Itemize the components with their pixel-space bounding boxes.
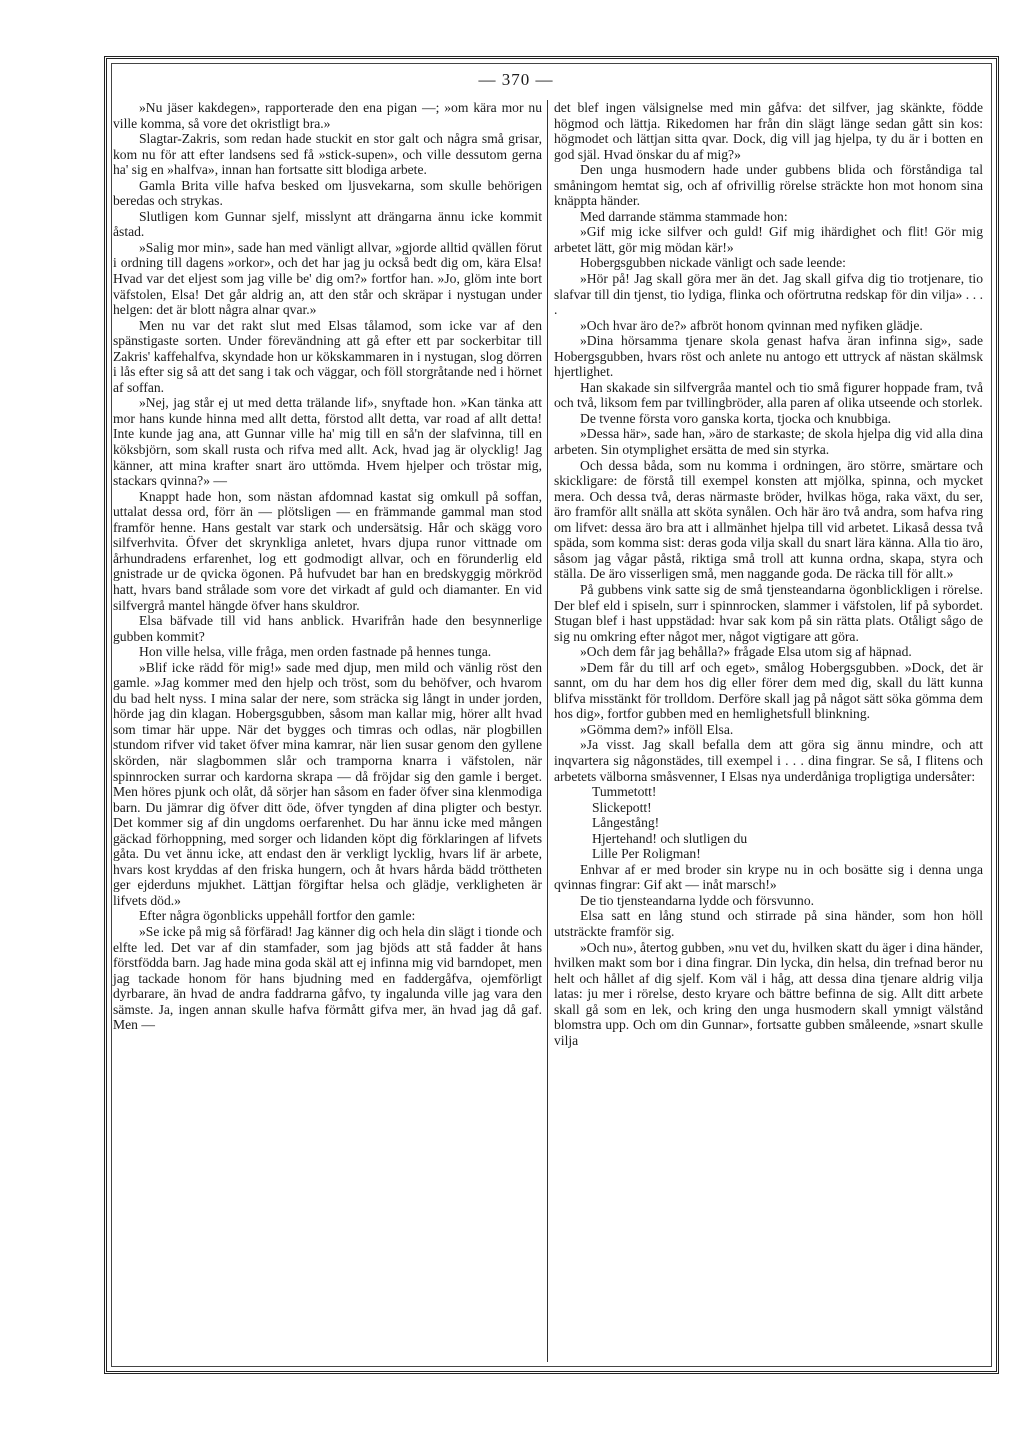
paragraph: Han skakade sin silfvergråa mantel och tio små figurer hoppade fram, två och två, liksom fem par tvillingbröder, alla paren af olika utseende och storlek. — [554, 379, 983, 411]
paragraph: Men nu var det rakt slut med Elsas tålamod, som icke var af den spänstigaste sorten. Under förevändning att gå efter ett par sockerbitar till Zakris' kaffehalfva, skyndade hon ur kökskammaren in i nystugan, slog dörren i lås efter sig så att det sang i tak och väggar, och föll storgråtande ned i hörnet af soffan. — [113, 317, 542, 395]
paragraph: »Nu jäser kakdegen», rapporterade den ena pigan —; »om kära mor nu ville komma, så vore det okristligt bra.» — [113, 100, 542, 131]
paragraph: Knappt hade hon, som nästan afdomnad kastat sig omkull på soffan, uttalat dessa ord, förr än — plötsligen — en främmande gammal man stod framför henne. Hans gestalt var stark och undersätsig. Hår och skägg voro silfverhvita. Öfver det skrynkliga anletet, hvars djupa runor vittnade om århundradens erfarenhet, log ett godmodigt allvar, och en förunderlig eld gnistrade ur de qvicka ögonen. På hufvudet bar han en bredskyggig mörkröd hatt, hvars band strålade som vore det virkadt af guld och diamanter. En vid silfvergrå mantel hängde öfver hans skuldror. — [113, 488, 542, 613]
paragraph: Efter några ögonblicks uppehåll fortfor den gamle: — [139, 908, 416, 924]
paragraph: »Dem får du till arf och eget», smålog Hobergsgubben. »Dock, det är sannt, om du har dem hos dig eller förer dem med dig, skall du lätt kunna blifva misstänkt för trolldom. Derföre skall jag på något sätt söka gömma dem hos dig», fortfor gubben med en hemlighetsfull blinkning. — [554, 659, 983, 722]
paragraph: Tummetott! — [592, 784, 657, 800]
paragraph: De tio tjensteandarna lydde och försvunno. — [580, 892, 815, 908]
paragraph: Och dessa båda, som nu komma i ordningen, äro större, smärtare och skickligare: de förstå till exempel konsten att mjölka, spinna, och mycket mera. Och dessa två, deras närmaste bröder, hvilkas höga, raka växt, du ser, äro framför allt snälla att sköta synålen. Och här äro två andra, som hafva ring om lifvet: dessa äro bra att i allmänhet hjelpa till vid arbetet. Likaså dessa två späda, som komma sist: deras goda vilja skall du snart lära känna. Alla tio äro, såsom jag vågar påstå, riktiga små troll att kunna ordna, skapa, styra och ställa. De äro visserligen små, men naggande goda. De räcka till för allt.» — [554, 457, 983, 582]
paragraph: På gubbens vink satte sig de små tjensteandarna ögonblickligen i rörelse. Der blef eld i spiseln, surr i spinnrocken, slammer i väfstolen, lif på sybordet. Stugan blef i hast uppstädad: hvar sak kom på sin rätta plats. Otåligt sågo de sig nu omkring efter något mer, något vigtigare att göra. — [554, 581, 983, 644]
paragraph: »Gif mig icke silfver och guld! Gif mig ihärdighet och flit! Gör mig arbetet lätt, gör mig mödan kär!» — [554, 224, 983, 255]
paragraph: Elsa satt en lång stund och stirrade på sina händer, som hon höll utsträckte framför sig. — [554, 908, 983, 939]
left-column — [113, 100, 542, 1033]
paragraph: »Dessa här», sade han, »äro de starkaste; de skola hjelpa dig vid alla dina arbeten. Sin otymplighet ersätta de med sin styrka. — [554, 426, 983, 458]
paragraph: Gamla Brita ville hafva besked om ljusvekarna, som skulle behörigen beredas och strykas. — [113, 177, 542, 209]
paragraph: Hjertehand! och slutligen du — [592, 830, 748, 846]
paragraph: det blef ingen välsignelse med min gåfva: det silfver, jag skänkte, födde högmod och lättja. Rikedomen har från din slägt länge sedan gått sin kos: högmodet och lättjan sitta qvar. Dock, dig vill jag hjelpa, ty du är i botten en god själ. Hvad önskar du af mig?» — [554, 100, 983, 162]
paragraph: Hon ville helsa, ville fråga, men orden fastnade på hennes tunga. — [139, 644, 492, 660]
paragraph: Elsa bäfvade till vid hans anblick. Hvarifrån hade den besynnerlige gubben kommit? — [113, 613, 542, 644]
paragraph: Slagtar-Zakris, som redan hade stuckit en stor galt och några små grisar, kom nu för att efter landsens sed få »stick-supen», och ville dessutom gerna ha' sig en »halfva», innan han fortsatte sitt blodiga arbete. — [113, 131, 542, 178]
paragraph: »Dina hörsamma tjenare skola genast hafva äran infinna sig», sade Hobergsgubben, hvars röst och anlete nu antogo ett uttryck af nästan skälmsk hjertlighet. — [554, 333, 983, 380]
paragraph: De tvenne första voro ganska korta, tjocka och knubbiga. — [580, 410, 892, 426]
paragraph: »Och dem får jag behålla?» frågade Elsa utom sig af häpnad. — [580, 644, 912, 660]
paragraph: Med darrande stämma stammade hon: — [580, 208, 788, 224]
paragraph: »Och nu», återtog gubben, »nu vet du, hvilken skatt du äger i dina händer, hvilken makt som bor i dina fingrar. Din lycka, din helsa, din trefnad beror nu helt och hållet af dig sjelf. Kom väl i håg, att dessa dina tjenare aldrig vilja latas: ju mer i rörelse, desto kryare och bättre befinna de sig. Allt ditt arbete skall gå som en lek, och kring den unga husmodern skall ymnigt välstånd blomstra upp. Och om din Gunnar», fortsatte gubben småleende, »snart skulle vilja — [554, 939, 984, 1048]
right-column — [554, 100, 983, 1048]
paragraph: »Ja visst. Jag skall befalla dem att göra sig ännu mindre, och att inqvartera sig någonstädes, till exempel i . . . dina fingrar. Se så, I flitens och arbetets välborna småsvenner, I Elsas nya underdåniga tropligtiga undersåter: — [554, 737, 983, 784]
paragraph: Hobergsgubben nickade vänligt och sade leende: — [580, 255, 846, 271]
paragraph: Enhvar af er med broder sin krype nu in och bosätte sig i denna unga qvinnas fingrar: Gif akt — inåt marsch!» — [554, 861, 983, 893]
paragraph: Långestång! — [592, 815, 660, 831]
page-number: — 370 — — [478, 70, 554, 89]
paragraph: »Nej, jag står ej ut med detta trälande lif», snyftade hon. »Kan tänka att mor hans kunde hinna med allt detta, förstod allt detta, var road af allt detta! Inte kunde jag ana, att Gunnar ville ha' mig till en så'n der slafvinna, till en köksbjörn, som skall rusta och rifva med allt. Ack, hvad jag är olycklig! Jag känner, att mina krafter snart äro uttömda. Hvem hjelper och tröstar mig, stackars qvinna?» — — [113, 395, 542, 489]
paragraph: Den unga husmodern hade under gubbens blida och förståndiga tal småningom hemtat sig, och af ofrivillig rörelse sträckte hon mot honom sina knäppta händer. — [554, 162, 983, 209]
column-divider — [547, 100, 548, 1362]
paragraph: »Gömma dem?» inföll Elsa. — [580, 721, 734, 737]
paragraph: Slutligen kom Gunnar sjelf, misslynt att drängarna ännu icke kommit åstad. — [113, 208, 542, 240]
paragraph: »Och hvar äro de?» afbröt honom qvinnan med nyfiken glädje. — [580, 317, 923, 333]
paragraph: Slickepott! — [592, 799, 652, 815]
paragraph: »Se icke på mig så förfärad! Jag känner dig och hela din slägt i tionde och elfte led. Det var af din stamfader, som jag bjöds att stå fadder åt hans förstfödda barn. Jag hade mina goda skäl att ej infinna mig vid barndopet, men jag tackade honom för hans bjudning med en faddergåfva, ojemförligt dyrbarare, än hvad de andra faddrarna gåfvo, ty ingalunda ville jag vara den sämste. Ja, ingen annan skulle hafva förmått gifva mer, än hvad jag då gaf. Men — — [113, 923, 542, 1033]
paragraph: »Hör på! Jag skall göra mer än det. Jag skall gifva dig tio trotjenare, tio slafvar till din tjenst, tio lydiga, flinka och oförtrutna redskap för din vilja» . . . . — [554, 271, 983, 318]
paragraph: »Salig mor min», sade han med vänligt allvar, »gjorde alltid qvällen förut i ordning till dagens »orkor», och det har jag ju också bedt dig om, kära Elsa! Hvad var det eljest som jag ville be' dig om?» fortfor han. »Jo, glöm inte bort väfstolen, Elsa! Det går aldrig an, att den står och skräpar i nystugan under helgen: det är blott några alnar qvar.» — [113, 239, 542, 318]
paragraph: Lille Per Roligman! — [592, 846, 701, 862]
paragraph: »Blif icke rädd för mig!» sade med djup, men mild och vänlig röst den gamle. »Jag kommer med den hjelp och tröst, som du behöfver, och hvarom du bad helt nyss. I mina salar der nere, som sträcka sig långt in under jorden, hörde jag din klagan. Hobergsgubben, såsom man kallar mig, hörer allt hvad som timar här uppe. När det bygges och timras och odlas, när plogbillen stundom rifver vid taket öfver mina kamrar, när lien susar genom den gyllene skörden, när slagbommen slår och tramporna knarra i väfstolen, när spinnrocken surrar och kardorna skrapa — då fröjdar sig den gamle i berget. Men höres pjunk och olåt, då sörjer han såsom en fader öfver sina klenmodiga barn. Du jämrar dig öfver ditt öde, öfver tyngden af dina pligter och bestyr. Det kommer sig af din ungdoms oerfarenhet. Du har ännu icke med mången gäckad förhoppning, med sorger och lidanden köpt dig förklaringen af lifvets gåta. Du vet ännu icke, att endast den är verkligt lycklig, hvars lif är arbete, hvars kost kryddas af den friska hungern, och åt hvars hårda bädd tröttheten ger ejderduns mjukhet. Lättjan förgiftar helsa och glädje, verkligheten är lifvets död.» — [113, 659, 542, 908]
